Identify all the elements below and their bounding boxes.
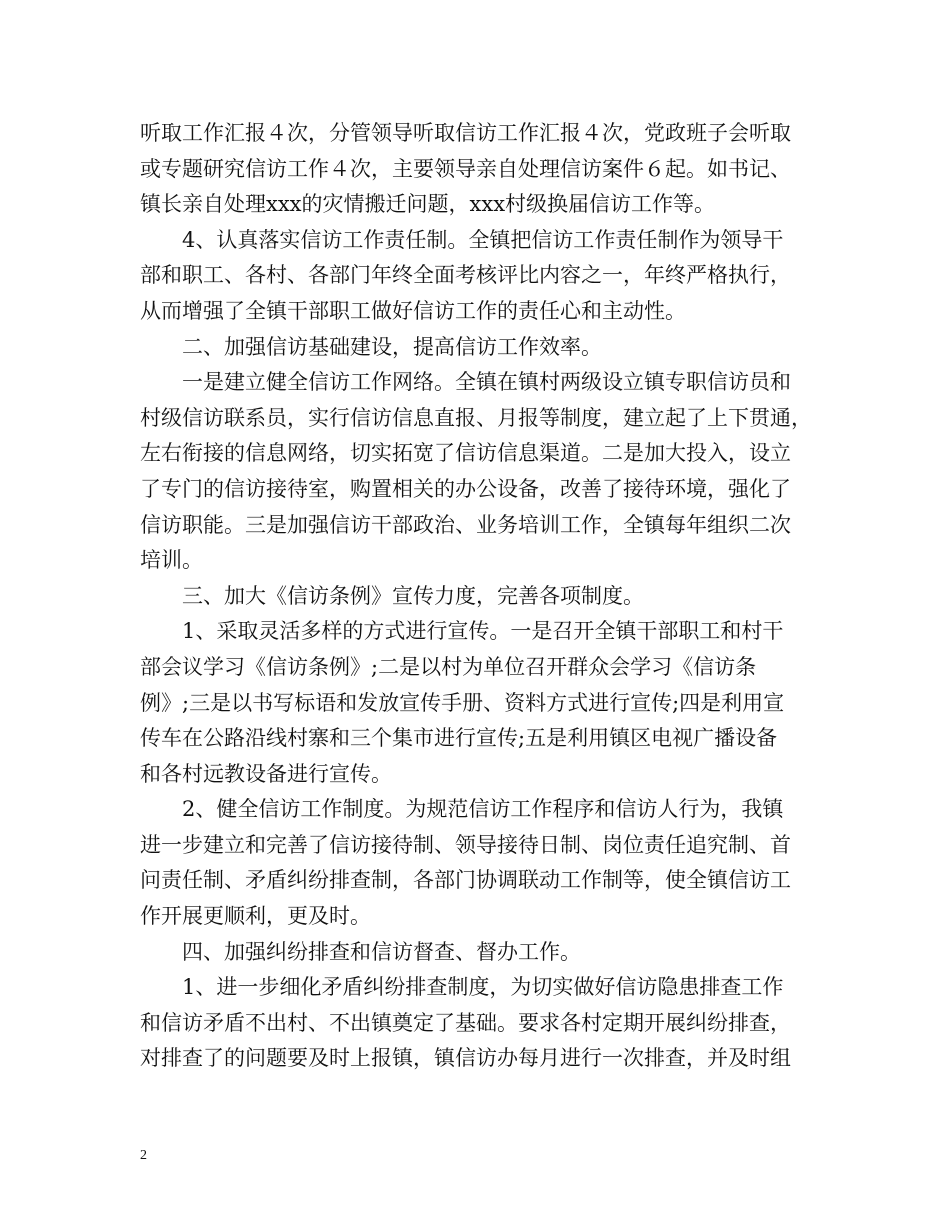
text-line: 镇长亲自处理xxx的灾情搬迁问题，xxx村级换届信访工作等。: [140, 192, 716, 217]
text-line: 左右衔接的信息网络，切实拓宽了信访信息渠道。二是加大投入，设立: [140, 441, 791, 466]
text-line: 培训。: [140, 548, 203, 573]
body-text: [140, 116, 820, 1077]
text-line: 一是建立健全信访工作网络。全镇在镇村两级设立镇专职信访员和: [182, 370, 791, 395]
page-number: 2: [140, 1148, 147, 1163]
text-line: 三、加大《信访条例》宣传力度，完善各项制度。: [182, 583, 644, 608]
text-line: 和信访矛盾不出村、不出镇奠定了基础。要求各村定期开展纠纷排查，: [140, 1010, 791, 1035]
text-line: 2、健全信访工作制度。为规范信访工作程序和信访人行为，我镇: [182, 797, 784, 822]
text-line: 村级信访联系员，实行信访信息直报、月报等制度，建立起了上下贯通，: [140, 405, 812, 430]
text-line: 作开展更顺利，更及时。: [140, 904, 371, 929]
text-line: 部会议学习《信访条例》;二是以村为单位召开群众会学习《信访条: [140, 654, 757, 679]
text-line: 和各村远教设备进行宣传。: [140, 761, 392, 786]
text-line: 四、加强纠纷排查和信访督查、督办工作。: [182, 939, 581, 964]
text-line: 问责任制、矛盾纠纷排查制，各部门协调联动工作制等，使全镇信访工: [140, 868, 791, 893]
text-line: 1、进一步细化矛盾纠纷排查制度，为切实做好信访隐患排查工作: [182, 975, 784, 1000]
text-line: 1、采取灵活多样的方式进行宣传。一是召开全镇干部职工和村干: [182, 619, 784, 644]
text-line: 二、加强信访基础建设，提高信访工作效率。: [182, 334, 602, 359]
text-line: 4、认真落实信访工作责任制。全镇把信访工作责任制作为领导干: [182, 227, 784, 252]
text-line: 从而增强了全镇干部职工做好信访工作的责任心和主动性。: [140, 298, 686, 323]
text-line: 信访职能。三是加强信访干部政治、业务培训工作，全镇每年组织二次: [140, 512, 791, 537]
text-line: 或专题研究信访工作４次，主要领导亲自处理信访案件６起。如书记、: [140, 156, 791, 181]
text-line: 对排查了的问题要及时上报镇，镇信访办每月进行一次排查，并及时组: [140, 1046, 791, 1071]
text-line: 听取工作汇报４次，分管领导听取信访工作汇报４次，党政班子会听取: [140, 121, 791, 145]
text-line: 进一步建立和完善了信访接待制、领导接待日制、岗位责任追究制、首: [140, 832, 791, 857]
text-line: 部和职工、各村、各部门年终全面考核评比内容之一，年终严格执行，: [140, 263, 791, 288]
text-line: 例》;三是以书写标语和发放宣传手册、资料方式进行宣传;四是利用宣: [140, 690, 785, 715]
text-line: 了专门的信访接待室，购置相关的办公设备，改善了接待环境，强化了: [140, 476, 791, 501]
text-line: 传车在公路沿线村寨和三个集市进行宣传;五是利用镇区电视广播设备: [140, 726, 778, 751]
